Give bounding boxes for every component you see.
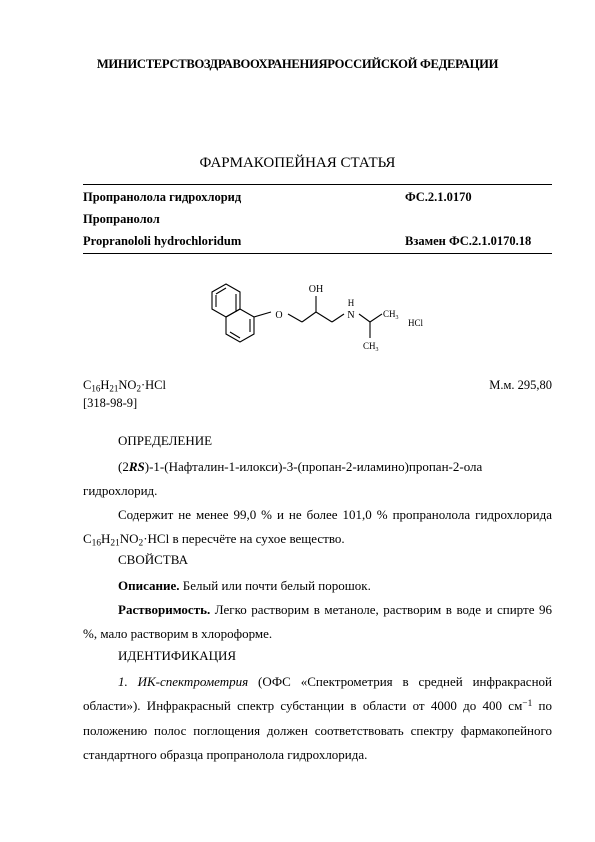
atom-o: O: [275, 310, 283, 321]
bottom-rule: [83, 253, 552, 254]
atom-n: N: [347, 310, 355, 321]
top-rule: [83, 184, 552, 185]
monograph-latin-name: Propranololi hydrochloridum: [83, 234, 242, 248]
ministry-title: МИНИСТЕРСТВОЗДРАВООХРАНЕНИЯРОССИЙСКОЙ ФЕДЕРАЦИИ: [96, 57, 499, 71]
replaces-code: Взамен ФС.2.1.0170.18: [405, 234, 532, 248]
group-ch3-top: $CH_3$: [383, 309, 399, 321]
structural-formula: [190, 268, 450, 368]
content-statement: Содержит не менее 99,0 % и не более 101,0 % пропранолола гидрохлорида $C_{16}H_{21}NO_2\cdot HCl$ в пересчёте на сухое вещество.: [83, 507, 552, 549]
monograph-name-ru: Пропранолола гидрохлорид: [83, 190, 242, 204]
cas-number: [318-98-9]: [83, 396, 138, 410]
section-identification: ИДЕНТИФИКАЦИЯ: [118, 648, 237, 663]
section-definition: ОПРЕДЕЛЕНИЕ: [118, 433, 213, 448]
atom-oh: OH: [308, 284, 324, 295]
section-properties: СВОЙСТВА: [118, 552, 188, 567]
atom-h: H: [347, 298, 355, 308]
salt-hcl: HCl: [408, 318, 424, 328]
molecular-mass: М.м. 295,80: [489, 378, 552, 392]
definition-chemical-name: (2RS)-1-(Нафталин-1-илокси)-3-(пропан-2-иламино)пропан-2-ола гидрохлорид.: [83, 459, 483, 499]
description-paragraph: Описание. Белый или почти белый порошок.: [118, 578, 371, 593]
document-title: ФАРМАКОПЕЙНАЯ СТАТЬЯ: [199, 155, 396, 171]
ir-identification-paragraph: 1. ИК-спектрометрия (ОФС «Спектрометрия в средней инфракрасной области»). Инфракрасный спектр субстанции в области от 4000 до 400 $см^{-1}$ по положению полос поглощения должен соответствовать спектру фармакопейного стандартного образца пропранолола гидрохлорида.: [83, 674, 552, 763]
monograph-synonym: Пропранолол: [83, 212, 160, 226]
molecular-formula: $C_{16}H_{21}NO_2\cdot HCl$: [83, 378, 166, 394]
group-ch3-bottom: $CH_3$: [363, 341, 379, 353]
monograph-code: ФС.2.1.0170: [405, 190, 472, 204]
solubility-paragraph: Растворимость. Легко растворим в метаноле, растворим в воде и спирте 96 %, мало растворим в хлороформе.: [83, 602, 552, 642]
